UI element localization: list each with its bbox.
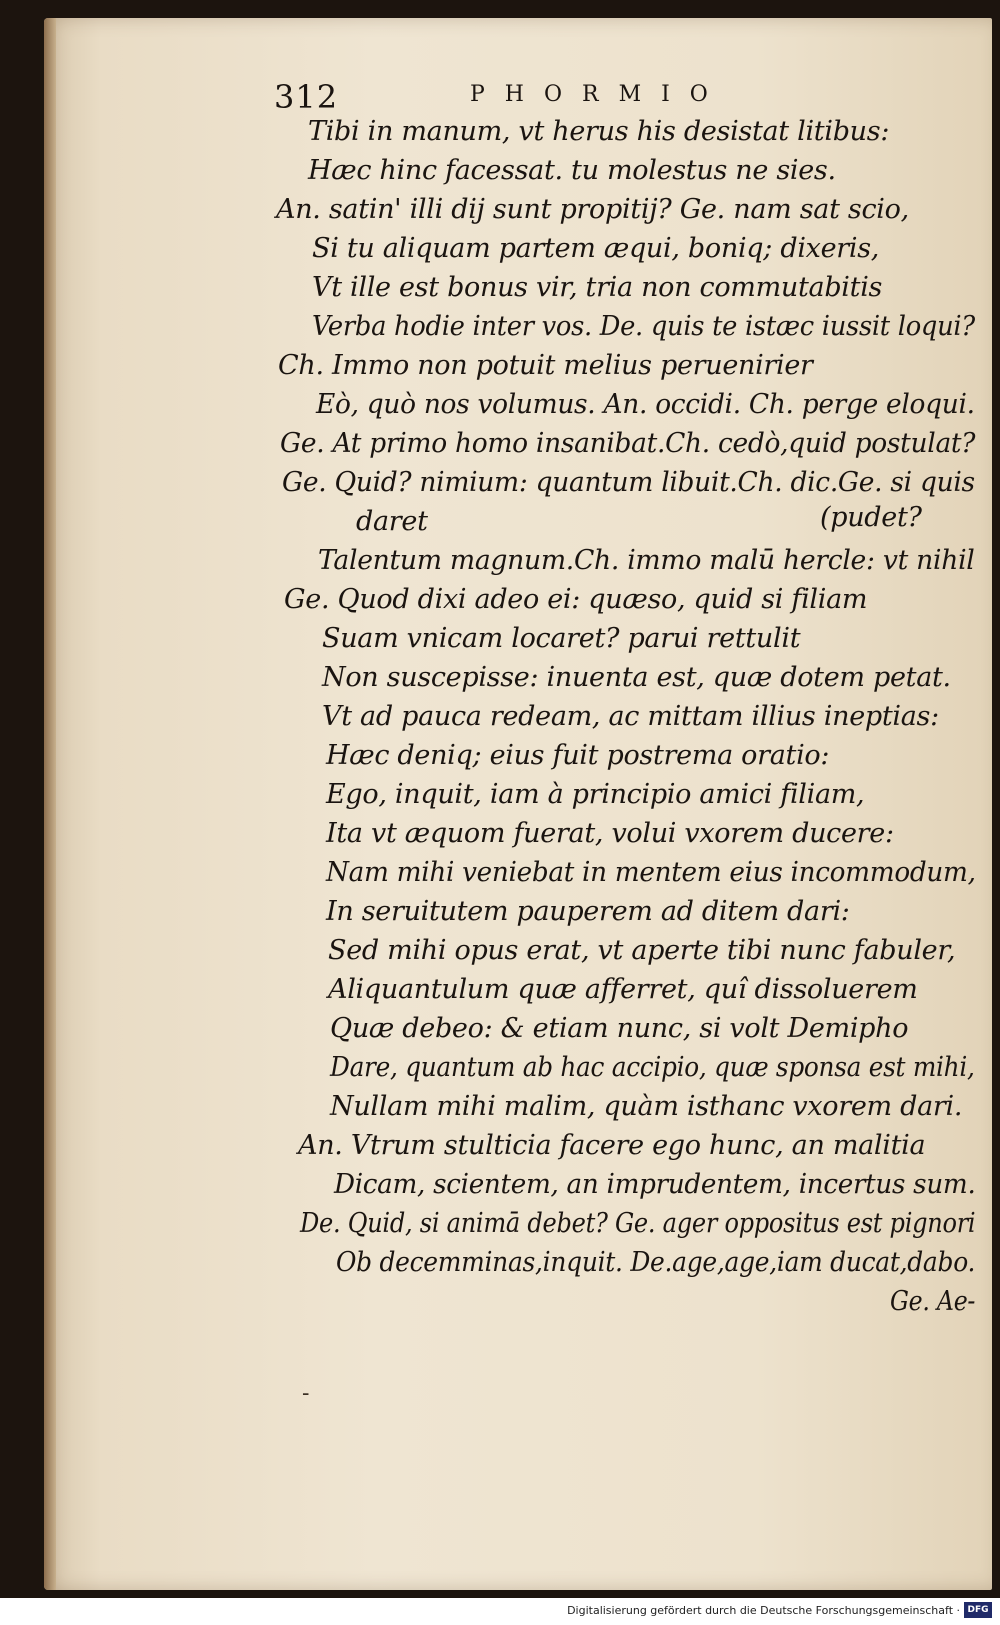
text-line: Talentum magnum.Ch. immo malū hercle: vt nihil: [318, 545, 975, 576]
dfg-logo-icon: DFG: [964, 1602, 992, 1618]
stray-mark: -: [302, 1381, 310, 1406]
text-line: Ge. Quid? nimium: quantum libuit.Ch. dic.Ge. si quis: [282, 467, 975, 498]
text-line: Eò, quò nos volumus. An. occidi. Ch. perge eloqui.: [316, 389, 975, 420]
page-gutter-edge: [44, 18, 56, 1590]
text-line: Tibi in manum, vt herus his desistat litibus:: [308, 116, 890, 147]
text-line: Ge. At primo homo insanibat.Ch. cedò,quid postulat?: [280, 428, 976, 459]
text-line: daret: [356, 506, 428, 537]
digitization-footer: [0, 1598, 1000, 1625]
text-line: Vt ille est bonus vir, tria non commutabitis: [312, 272, 883, 303]
running-title: PHORMIO: [470, 82, 728, 107]
text-line: Ego, inquit, iam à principio amici filiam,: [326, 779, 865, 810]
text-line: Ch. Immo non potuit melius peruenirier: [278, 350, 813, 381]
catchword: Ge. Ae-: [890, 1286, 976, 1317]
page-number: 312: [274, 78, 339, 116]
text-line: (pudet?: [820, 502, 922, 533]
text-line: Sed mihi opus erat, vt aperte tibi nunc fabuler,: [328, 935, 956, 966]
text-line: Si tu aliquam partem æqui, boniq; dixeris,: [312, 233, 880, 264]
text-line: Suam vnicam locaret? parui rettulit: [322, 623, 801, 654]
text-line: Dicam, scientem, an imprudentem, incertus sum.: [334, 1169, 976, 1200]
text-line: Ge. Quod dixi adeo ei: quæso, quid si filiam: [284, 584, 868, 615]
text-line: Non suscepisse: inuenta est, quæ dotem petat.: [322, 662, 951, 693]
text-line: Hæc deniq; eius fuit postrema oratio:: [326, 740, 830, 771]
text-line: In seruitutem pauperem ad ditem dari:: [326, 896, 850, 927]
text-line: Ita vt æquom fuerat, volui vxorem ducere:: [326, 818, 894, 849]
text-line: Nam mihi veniebat in mentem eius incommodum,: [326, 857, 976, 888]
text-line: Ob decemminas,inquit. De.age,age,iam ducat,dabo.: [336, 1247, 976, 1278]
text-line: Hæc hinc facessat. tu molestus ne sies.: [308, 155, 836, 186]
text-line: An. Vtrum stulticia facere ego hunc, an malitia: [298, 1130, 926, 1161]
text-line: An. satin' illi dij sunt propitij? Ge. nam sat scio,: [276, 194, 909, 225]
text-line: Vt ad pauca redeam, ac mittam illius ineptias:: [322, 701, 939, 732]
text-line: Quæ debeo: & etiam nunc, si volt Demipho: [330, 1013, 909, 1044]
funding-credit: Digitalisierung gefördert durch die Deutsche Forschungsgemeinschaft ·: [567, 1604, 960, 1617]
text-line: Nullam mihi malim, quàm isthanc vxorem dari.: [330, 1091, 963, 1122]
text-line: Aliquantulum quæ afferret, quî dissoluerem: [328, 974, 918, 1005]
text-line: Dare, quantum ab hac accipio, quæ sponsa est mihi,: [330, 1052, 975, 1083]
text-line: Verba hodie inter vos. De. quis te istæc iussit loqui?: [312, 311, 975, 342]
text-line: De. Quid, si animā debet? Ge. ager oppositus est pignori: [300, 1208, 976, 1239]
page-header: [274, 78, 954, 118]
